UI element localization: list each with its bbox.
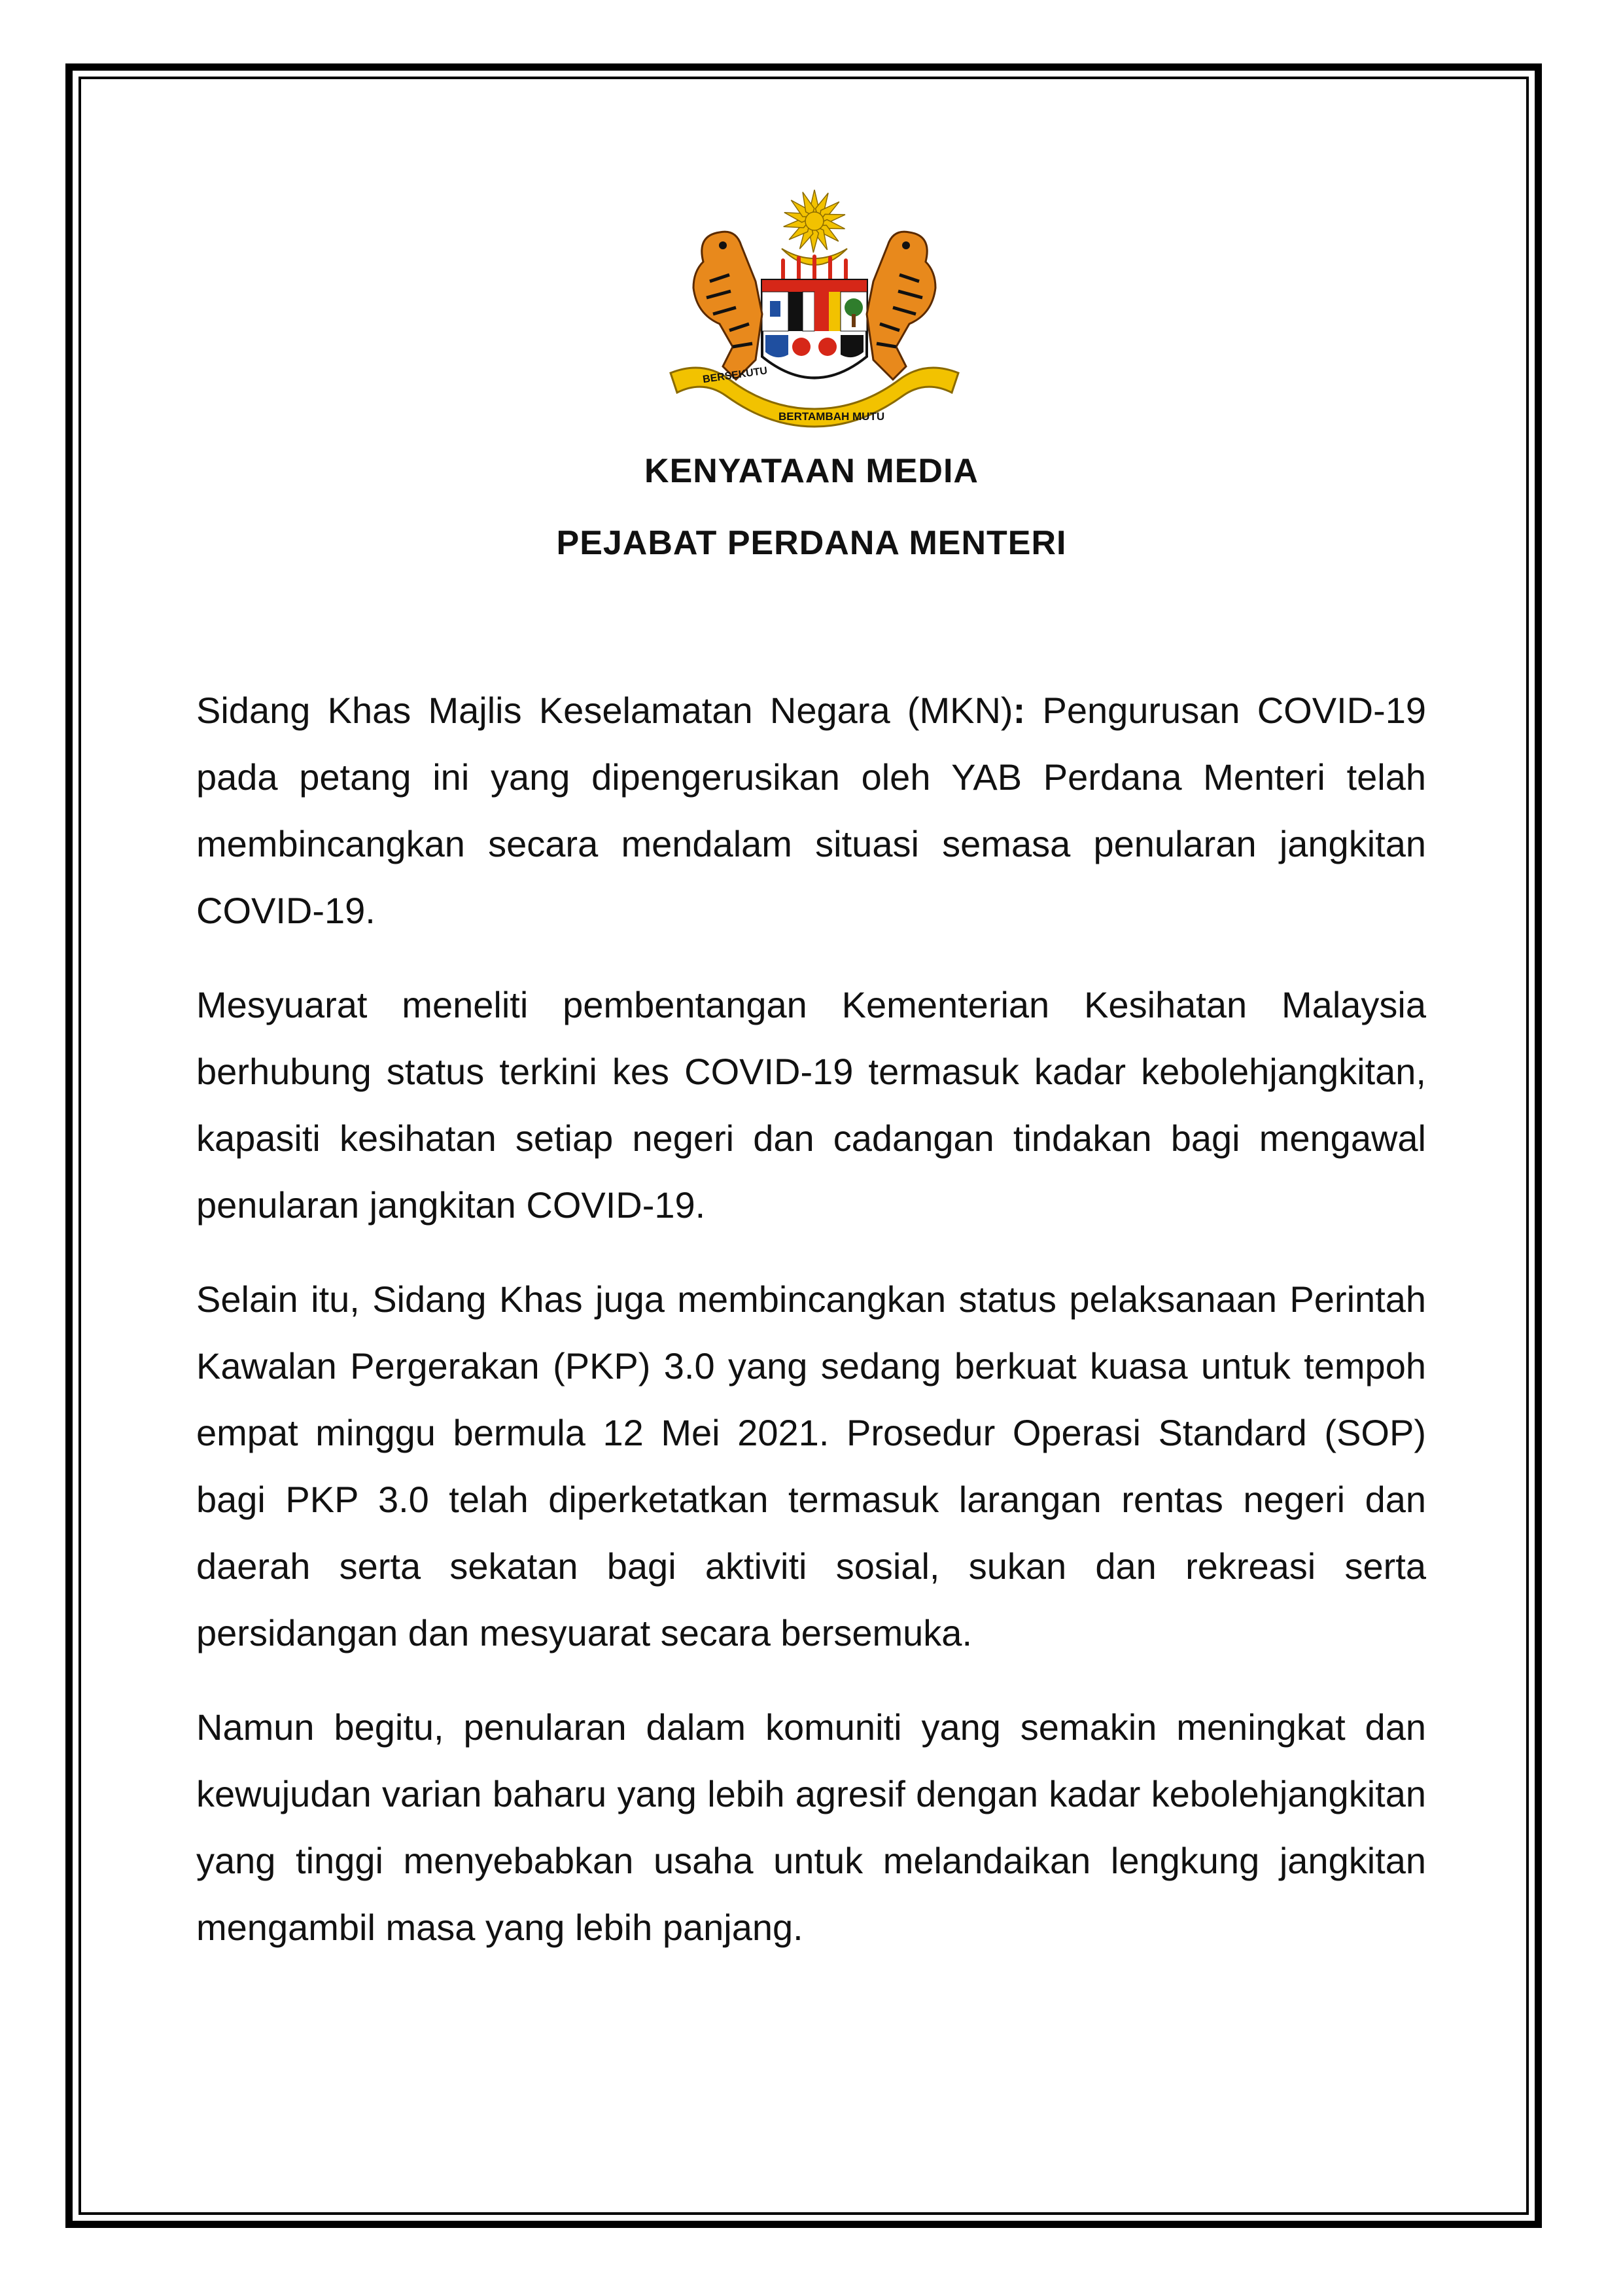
left-tiger-icon <box>693 232 762 380</box>
heading-kenyataan-media: KENYATAAN MEDIA <box>644 452 979 490</box>
paragraph-1-text: Pengurusan COVID-19 pada petang ini yang dipengerusikan oleh YAB Perdana Menteri telah membincangkan secara mendalam situasi semasa penularan jangkitan COVID-19. <box>196 690 1427 931</box>
paragraph-4: Namun begitu, penularan dalam komuniti yang semakin meningkat dan kewujudan varian baharu yang lebih agresif dengan kadar kebolehjangkitan yang tinggi menyebabkan usaha untuk melandaikan lengkung jangkitan mengambil masa yang lebih panjang. <box>196 1706 1426 1948</box>
motto-main-text: BERTAMBAH MUTU <box>778 410 885 423</box>
kris-icon <box>783 256 846 281</box>
paragraph-1-colon: : <box>1013 690 1026 731</box>
heading-pejabat-perdana-menteri: PEJABAT PERDANA MENTERI <box>556 524 1067 562</box>
paragraph-3: Selain itu, Sidang Khas juga membincangkan status pelaksanaan Perintah Kawalan Pergerakan (PKP) 3.0 yang sedang berkuat kuasa untuk tempoh empat minggu bermula 12 Mei 2021. Prosedur Operasi Standard (SOP) bagi PKP 3.0 telah diperketatkan termasuk larangan rentas negeri dan daerah serta sekatan bagi aktiviti sosial, sukan dan rekreasi serta persidangan dan mesyuarat secara bersemuka. <box>196 1279 1426 1653</box>
motto-left-text: BERSEKUTU <box>702 365 769 385</box>
federal-star-icon <box>783 190 846 253</box>
malaysia-coat-of-arms-icon <box>657 183 971 438</box>
paragraph-1-lead: Sidang Khas Majlis Keselamatan Negara (MKN) <box>196 690 1013 731</box>
paragraph-2: Mesyuarat meneliti pembentangan Kementerian Kesihatan Malaysia berhubung status terkini kes COVID-19 termasuk kadar kebolehjangkitan, kapasiti kesihatan setiap negeri dan cadangan tindakan bagi mengawal penularan jangkitan COVID-19. <box>196 984 1426 1226</box>
document-body <box>196 677 1426 1988</box>
shield-icon <box>762 280 867 378</box>
right-tiger-icon <box>867 232 935 380</box>
paragraph-1 <box>196 677 1426 944</box>
